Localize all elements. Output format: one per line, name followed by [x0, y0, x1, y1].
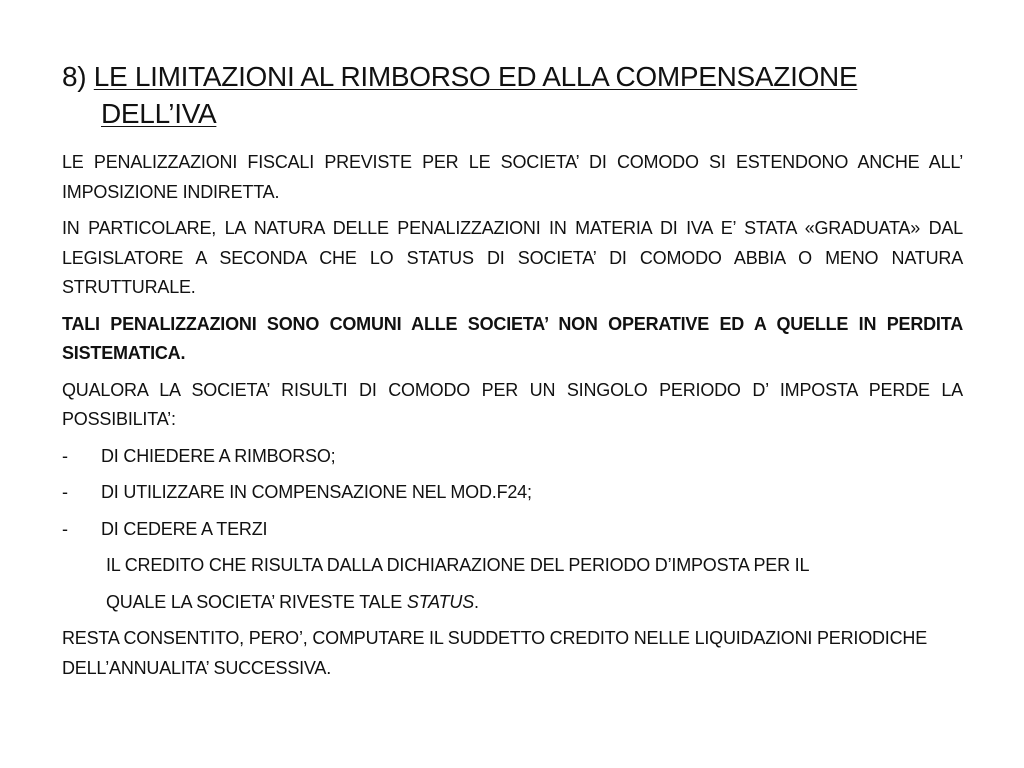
paragraph-closing: RESTA CONSENTITO, PERO’, COMPUTARE IL SUDDETTO CREDITO NELLE LIQUIDAZIONI PERIODICHE DELL’ANNUALITA’ SUCCESSIVA.: [62, 628, 928, 678]
bullet-text: DI CHIEDERE A RIMBORSO;: [101, 445, 336, 466]
slide-title: [62, 58, 942, 132]
title-number: 8): [62, 61, 94, 92]
continuation-line-2: [62, 588, 963, 618]
bullet-dash: -: [62, 445, 68, 466]
paragraph-graduation: IN PARTICOLARE, LA NATURA DELLE PENALIZZAZIONI IN MATERIA DI IVA E’ STATA «GRADUATA» DAL LEGISLATORE A SECONDA CHE LO STATUS DI SOCIETA’ DI COMODO ABBIA O MENO NATURA STRUTTURALE.: [62, 218, 963, 297]
continuation-prefix: QUALE LA SOCIETA’ RIVESTE TALE: [106, 591, 407, 612]
bullet-text: DI CEDERE A TERZI: [101, 518, 268, 539]
paragraph-common-penalties: TALI PENALIZZAZIONI SONO COMUNI ALLE SOCIETA’ NON OPERATIVE ED A QUELLE IN PERDITA SISTEMATICA.: [62, 313, 963, 363]
bullet-dash: -: [62, 518, 68, 539]
paragraph-loss-of-possibility: QUALORA LA SOCIETA’ RISULTI DI COMODO PER UN SINGOLO PERIODO D’ IMPOSTA PERDE LA POSSIBILITA’:: [62, 379, 963, 429]
title-line-2: DELL’IVA: [101, 98, 217, 129]
continuation-line-1: IL CREDITO CHE RISULTA DALLA DICHIARAZIONE DEL PERIODO D’IMPOSTA PER IL: [106, 555, 810, 575]
bullet-dash: -: [62, 482, 68, 502]
list-item: [62, 515, 963, 545]
paragraph-intro: LE PENALIZZAZIONI FISCALI PREVISTE PER LE SOCIETA’ DI COMODO SI ESTENDONO ANCHE ALL’ IMPOSIZIONE INDIRETTA.: [62, 152, 963, 202]
status-italic: STATUS: [406, 591, 475, 612]
continuation-suffix: .: [474, 591, 479, 612]
title-line-1: LE LIMITAZIONI AL RIMBORSO ED ALLA COMPENSAZIONE: [93, 61, 858, 92]
list-item: [62, 478, 963, 508]
bullet-text: DI UTILIZZARE IN COMPENSAZIONE NEL MOD.F24;: [101, 482, 532, 502]
slide-body: [62, 148, 963, 690]
list-item: [62, 442, 963, 472]
